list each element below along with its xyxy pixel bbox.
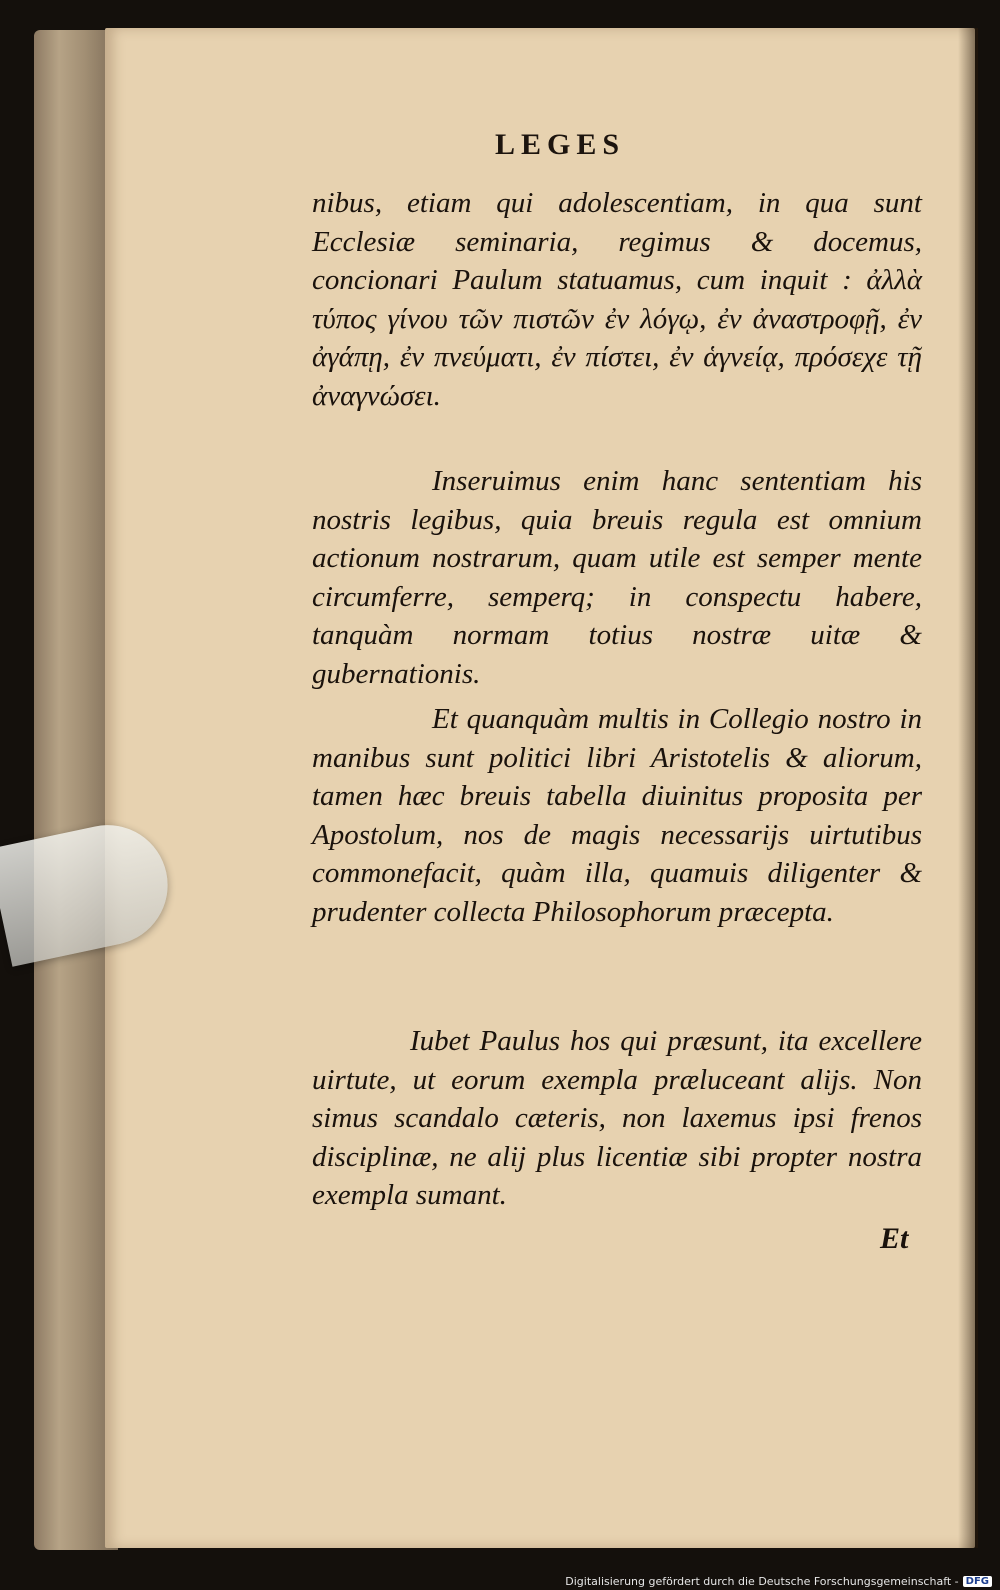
paragraph-2-text: Inseruimus enim hanc sententiam his nostris legibus, quia breuis regula est omnium actionum nostrarum, quam utile est semper mente circumferre, semperq; in conspectu habere, tanquàm normam totius nostræ uitæ & gubernationis. [312,465,922,690]
running-head: LEGES [494,128,626,161]
digitization-footer [565,1575,992,1588]
paragraph-3-text: Et quanquàm multis in Collegio nostro in manibus sunt politici libri Aristotelis & aliorum, tamen hæc breuis tabella diuinitus proposita per Apostolum, nos de magis necessarijs uirtutibus commonefacit, quàm illa, quamuis diligenter & prudenter collecta Philosophorum præcepta. [312,703,922,928]
footer-credit: Digitalisierung gefördert durch die Deutsche Forschungsgemeinschaft - [565,1575,959,1588]
paragraph-1-text: nibus, etiam qui adolescentiam, in qua sunt Ecclesiæ seminaria, regimus & docemus, concionari Paulum statuamus, cum inquit : ἀλλὰ τύπος γίνου τῶν πιστῶν ἐν λόγῳ, ἐν ἀναστροφῇ, ἐν ἀγάπῃ, ἐν πνεύματι, ἐν πίστει, ἐν ἁγνείᾳ, πρόσεχε τῇ ἀναγνώσει. [312,187,922,412]
dfg-logo: DFG [963,1576,992,1587]
catchword: Et [880,1222,909,1255]
gutter-shadow [958,28,978,1548]
paragraph-4 [312,1022,922,1215]
paragraph-2 [312,462,922,693]
paragraph-3 [312,700,922,931]
paragraph-4-text: Iubet Paulus hos qui præsunt, ita excellere uirtute, ut eorum exempla præluceant alijs. Non simus scandalo cæteris, non laxemus ipsi frenos disciplinæ, ne alij plus licentiæ sibi propter nostra exempla sumant. [312,1025,922,1211]
paragraph-1 [312,184,922,415]
